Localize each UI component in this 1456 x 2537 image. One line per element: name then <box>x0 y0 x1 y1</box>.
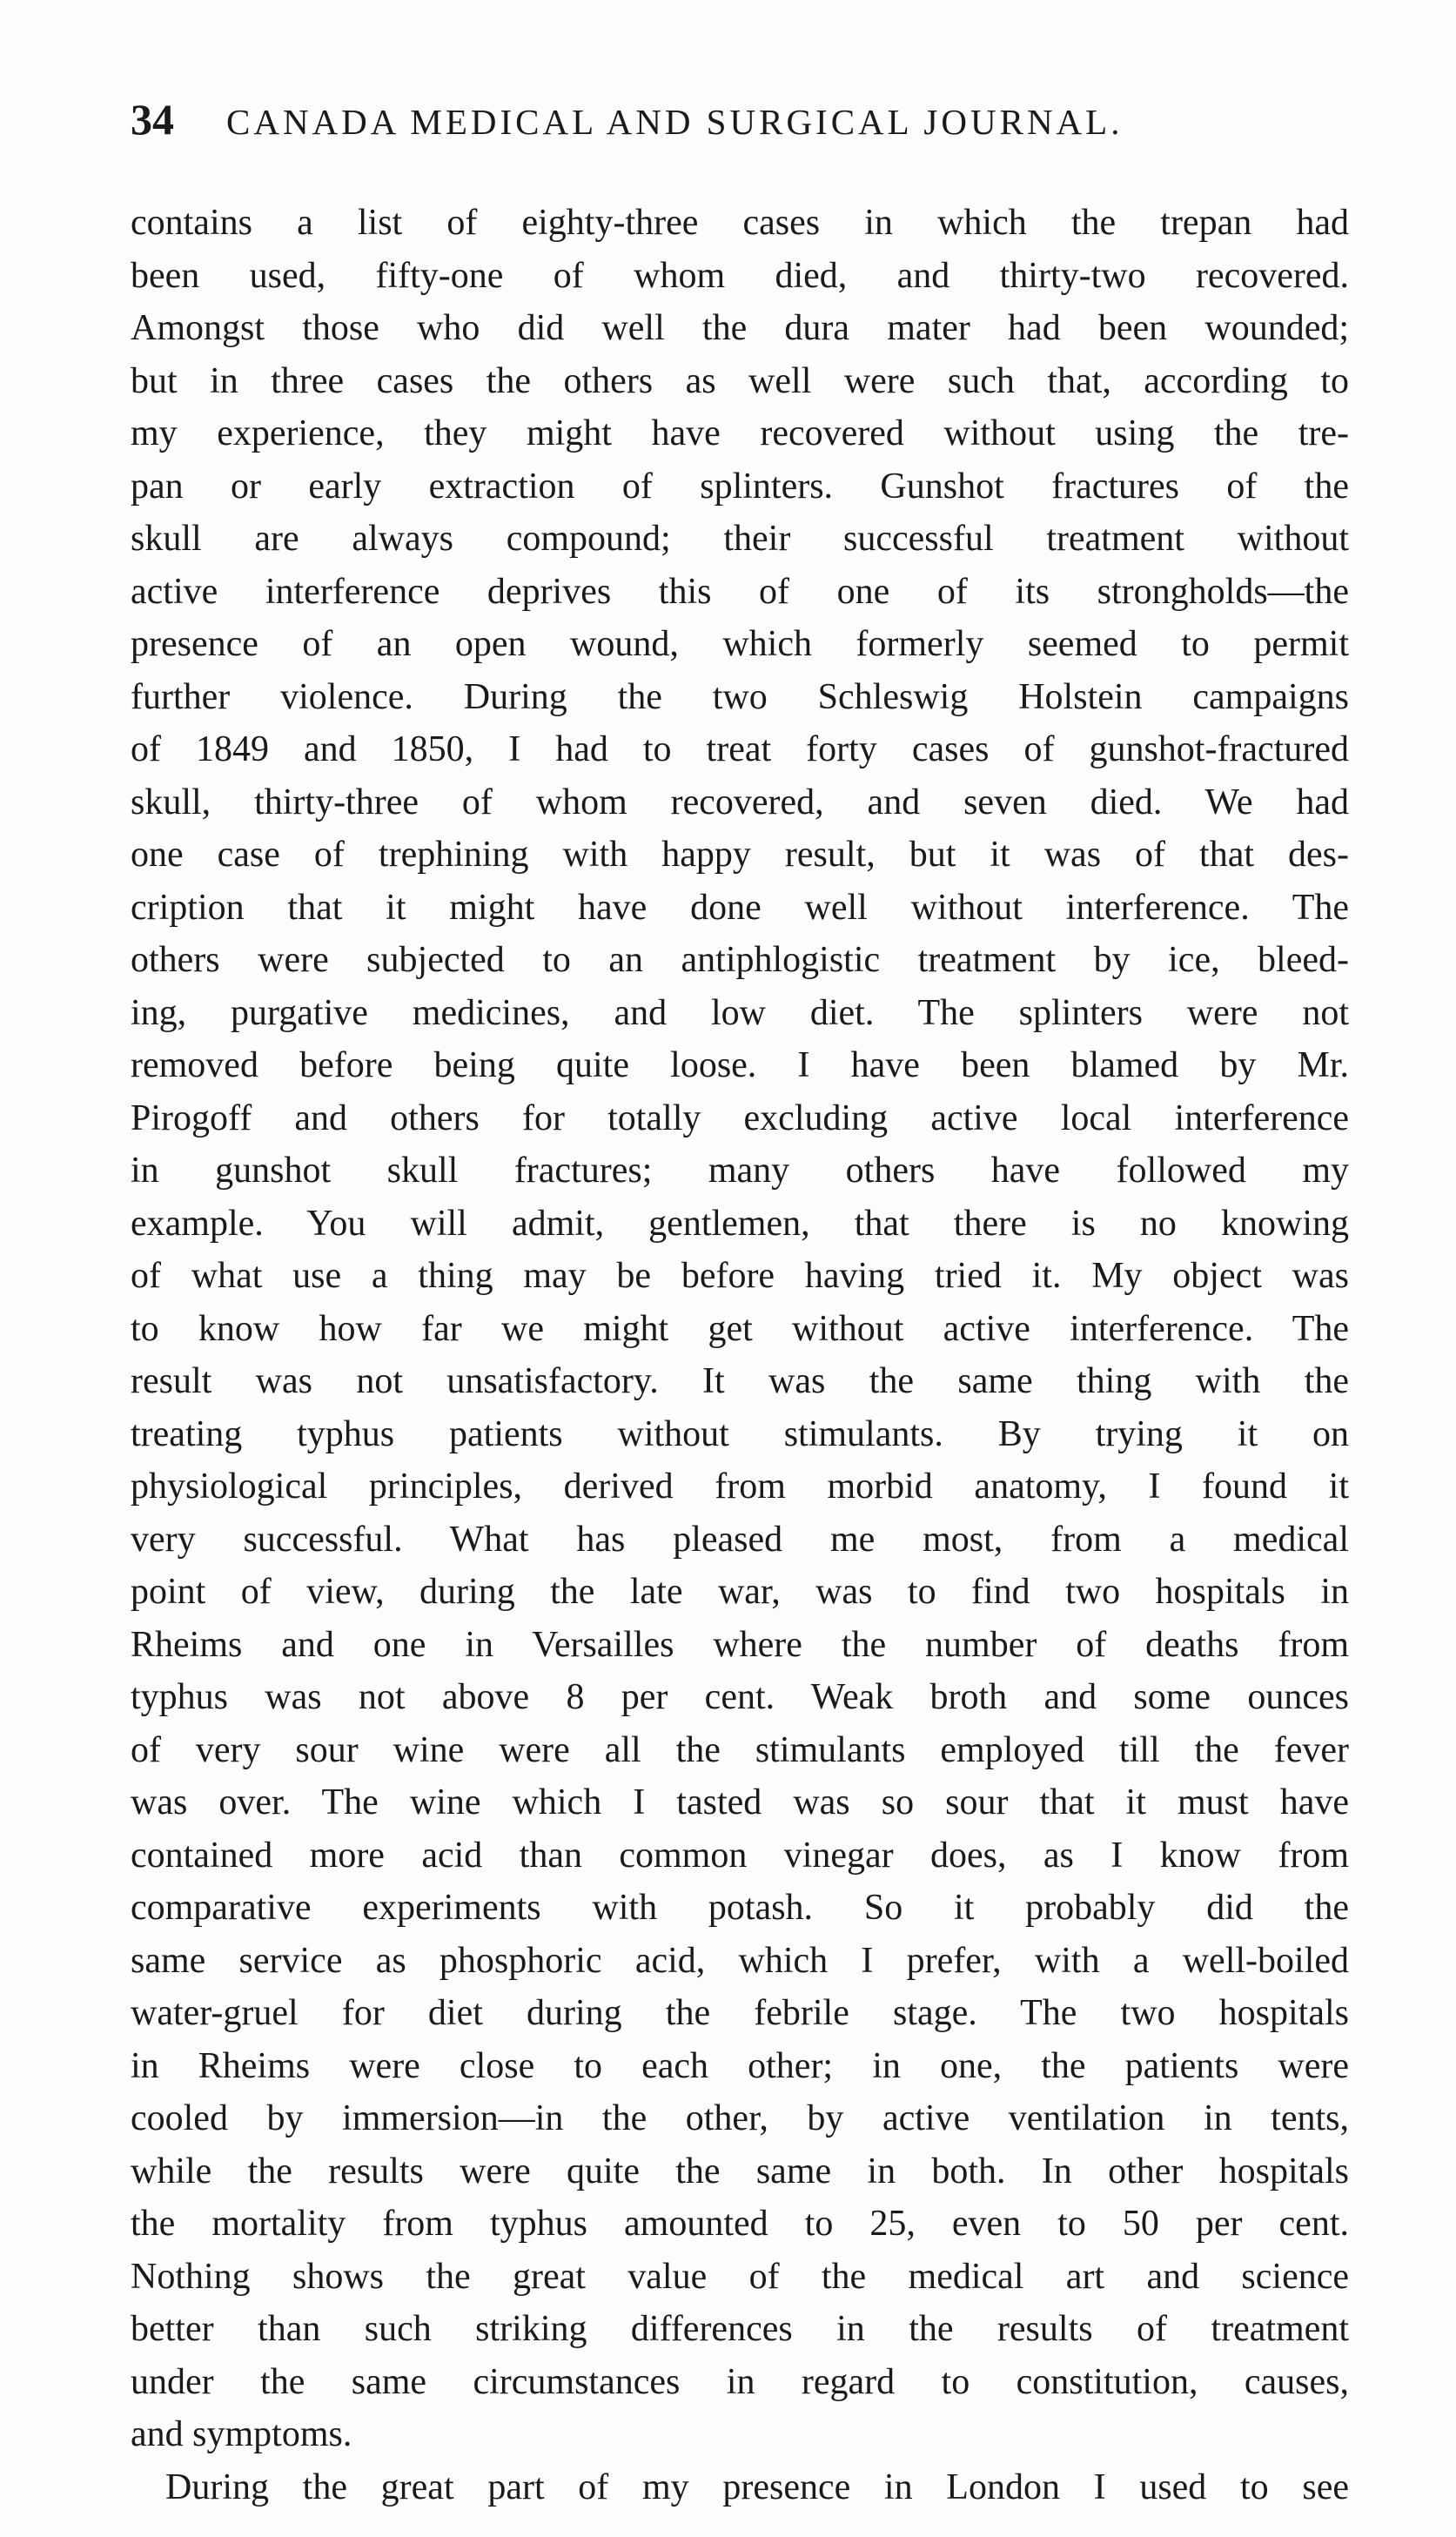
text-line: pan or early extraction of splinters. Gunshot fractures of the <box>131 466 1349 507</box>
text-line: removed before being quite loose. I have been blamed by Mr. <box>131 1045 1349 1085</box>
text-line: typhus was not above 8 per cent. Weak broth and some ounces <box>131 1677 1349 1717</box>
text-line: been used, fifty-one of whom died, and thirty-two recovered. <box>131 255 1349 296</box>
text-line: Rheims and one in Versailles where the number of deaths from <box>131 1624 1349 1665</box>
text-line: treating typhus patients without stimulants. By trying it on <box>131 1413 1349 1454</box>
text-line: my experience, they might have recovered without using the tre- <box>131 413 1349 453</box>
text-line: Pirogoff and others for totally excluding active local interference <box>131 1097 1349 1138</box>
text-line: to know how far we might get without active interference. The <box>131 1308 1349 1349</box>
text-line: while the results were quite the same in both. In other hospitals <box>131 2151 1349 2191</box>
text-line: physiological principles, derived from morbid anatomy, I found it <box>131 1466 1349 1507</box>
page-number: 34 <box>131 95 174 144</box>
text-line: one case of trephining with happy result, but it was of that des- <box>131 835 1349 875</box>
text-line: During the great part of my presence in London I used to see <box>165 2467 1349 2507</box>
text-line: contained more acid than common vinegar does, as I know from <box>131 1835 1349 1876</box>
text-line: skull, thirty-three of whom recovered, and seven died. We had <box>131 782 1349 822</box>
text-line: very successful. What has pleased me most, from a medical <box>131 1519 1349 1560</box>
text-line: cription that it might have done well without interference. The <box>131 887 1349 928</box>
text-line: point of view, during the late war, was to find two hospitals in <box>131 1572 1349 1612</box>
text-line: Amongst those who did well the dura mater had been wounded; <box>131 308 1349 348</box>
text-line: example. You will admit, gentlemen, that there is no knowing <box>131 1203 1349 1244</box>
text-line: active interference deprives this of one of its strongholds—the <box>131 571 1349 612</box>
text-line: others were subjected to an antiphlogistic treatment by ice, bleed- <box>131 940 1349 980</box>
text-line: in gunshot skull fractures; many others have followed my <box>131 1151 1349 1191</box>
text-line: result was not unsatisfactory. It was the same thing with the <box>131 1361 1349 1401</box>
text-line: better than such striking differences in the results of treatment <box>131 2309 1349 2349</box>
text-line: presence of an open wound, which formerly seemed to permit <box>131 624 1349 664</box>
text-line: was over. The wine which I tasted was so sour that it must have <box>131 1782 1349 1822</box>
text-line: of 1849 and 1850, I had to treat forty cases of gunshot-fractured <box>131 729 1349 769</box>
paragraph-2 <box>131 2461 1349 2514</box>
text-line: under the same circumstances in regard to constitution, causes, <box>131 2361 1349 2402</box>
text-line: ing, purgative medicines, and low diet. The splinters were not <box>131 992 1349 1033</box>
text-line: the mortality from typhus amounted to 25, even to 50 per cent. <box>131 2204 1349 2244</box>
article-body <box>131 197 1349 2514</box>
text-line: of what use a thing may be before having tried it. My object was <box>131 1256 1349 1296</box>
text-line: but in three cases the others as well were such that, according to <box>131 360 1349 401</box>
text-line: same service as phosphoric acid, which I prefer, with a well-boiled <box>131 1940 1349 1981</box>
running-header <box>131 94 1349 155</box>
text-line: comparative experiments with potash. So it probably did the <box>131 1888 1349 1928</box>
text-line: Nothing shows the great value of the medical art and science <box>131 2256 1349 2297</box>
text-line: cooled by immersion—in the other, by active ventilation in tents, <box>131 2098 1349 2138</box>
text-line: skull are always compound; their successful treatment without <box>131 519 1349 559</box>
running-title: CANADA MEDICAL AND SURGICAL JOURNAL. <box>226 102 1124 142</box>
text-line: contains a list of eighty-three cases in which the trepan had <box>131 203 1349 243</box>
text-line: water-gruel for diet during the febrile stage. The two hospitals <box>131 1993 1349 2033</box>
text-line: of very sour wine were all the stimulants employed till the fever <box>131 1729 1349 1770</box>
paragraph-1 <box>131 197 1349 2461</box>
text-line: further violence. During the two Schleswig Holstein campaigns <box>131 676 1349 717</box>
text-line: and symptoms. <box>131 2414 352 2454</box>
text-line: in Rheims were close to each other; in one, the patients were <box>131 2045 1349 2086</box>
